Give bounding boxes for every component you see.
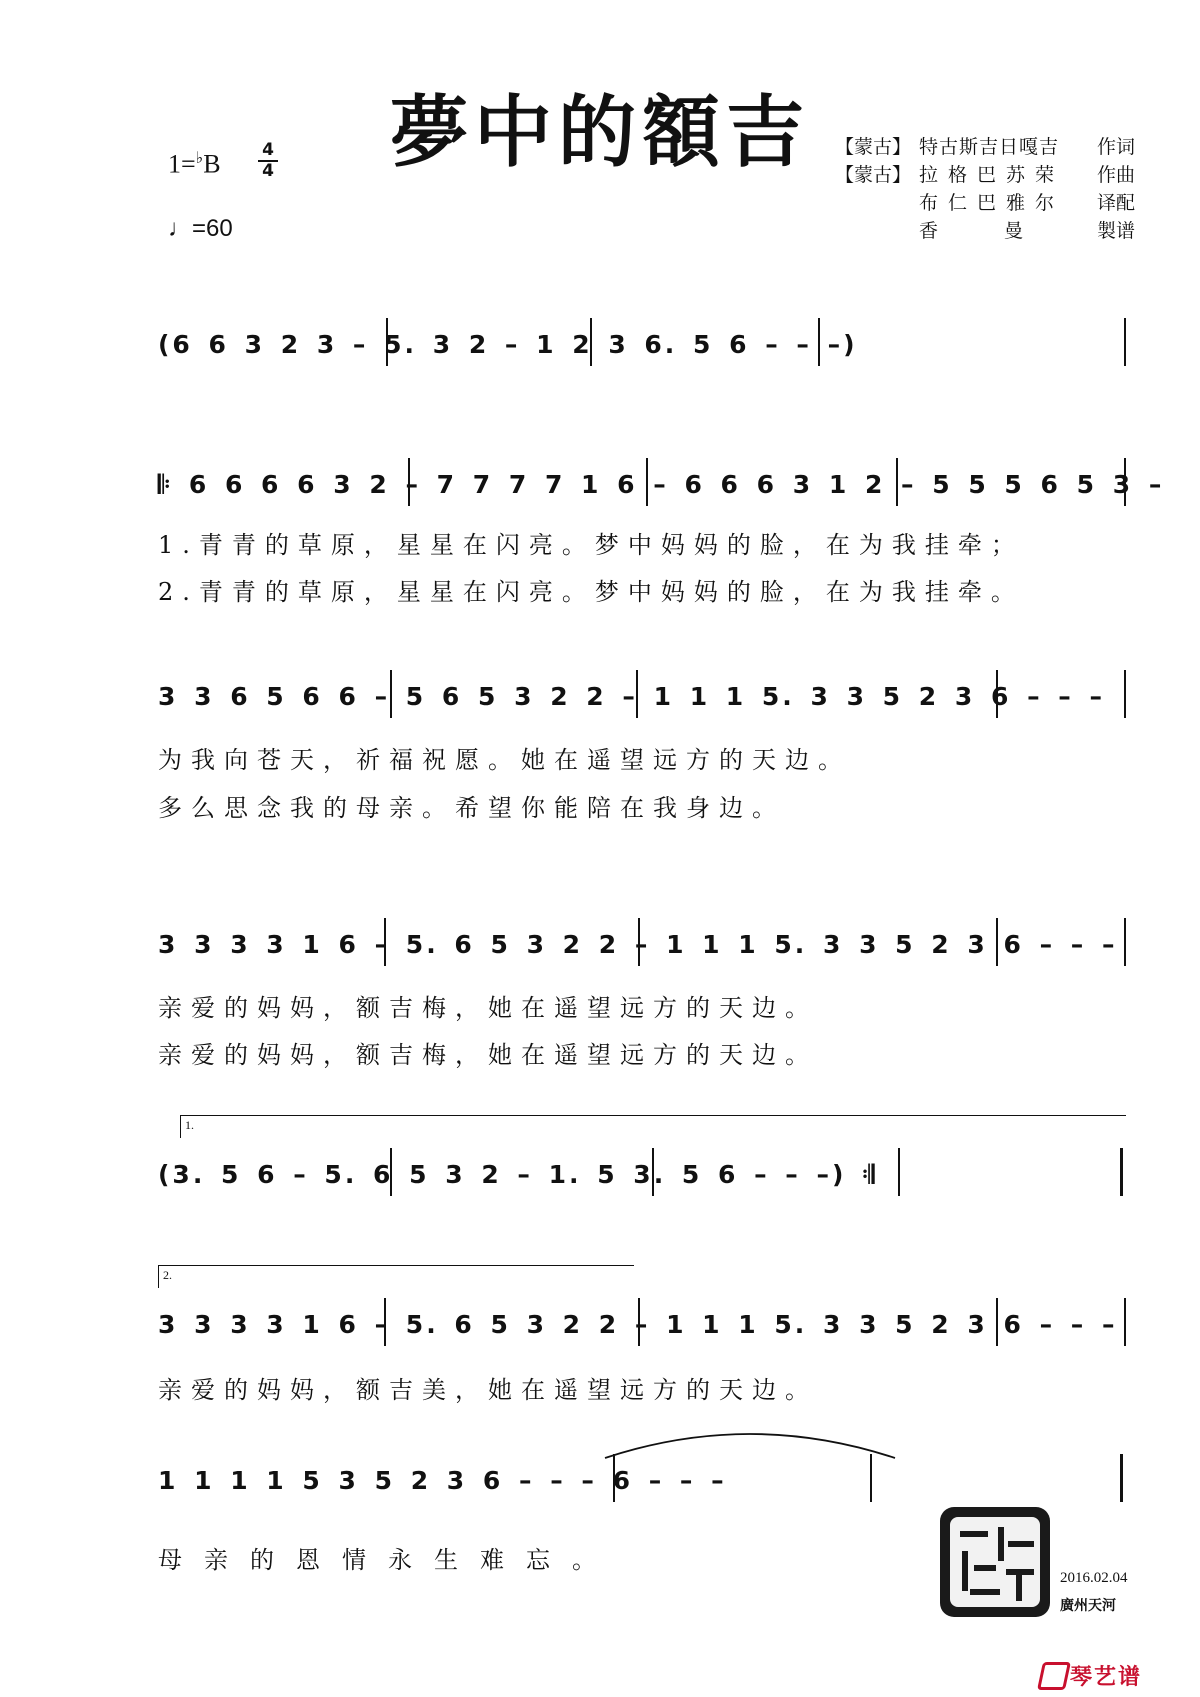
- verse2-system: [158, 682, 1128, 742]
- seal-stroke: [970, 1589, 1000, 1595]
- first-ending-notes: (3. 5 6 – 5. 6 5 3 2 – 1. 5 3. 5 6 – – –) 𝄇: [158, 1160, 878, 1189]
- seal-stroke: [962, 1551, 968, 1591]
- time-signature: [258, 142, 278, 180]
- second-ending-system: [158, 1310, 1128, 1370]
- tempo-marking: [168, 215, 233, 243]
- repeat-end-barline: [1120, 1148, 1123, 1196]
- verse3-lyric-line2: 亲爱的妈妈，额吉梅，她在遥望远方的天边。: [158, 1041, 818, 1069]
- verse1-notes: 𝄆 6 6 6 6 3 2 – 7 7 7 7 1 6 – 6 6 6 3 1 2 – 5 5 5 6 5 3 –: [158, 470, 1165, 499]
- first-ending-system: [158, 1160, 1128, 1220]
- seal-stroke: [1016, 1575, 1022, 1601]
- credit-translator: [835, 189, 1135, 217]
- credit-name: 布仁巴雅尔: [919, 192, 1065, 214]
- credit-name: 特古斯吉日嘎吉: [919, 136, 1060, 158]
- barline: [638, 1298, 640, 1346]
- seal-stamp: [940, 1507, 1050, 1617]
- barline: [386, 318, 388, 366]
- verse1-lyric-line2: 2.青青的草原，星星在闪亮。梦中妈妈的脸，在为我挂牵。: [158, 578, 1024, 606]
- tempo-value: =60: [192, 215, 233, 242]
- barline: [898, 1148, 900, 1196]
- final-barline: [1120, 1454, 1123, 1502]
- credits-block: [835, 133, 1135, 245]
- credit-name: 香 曼: [919, 220, 1054, 242]
- barline: [390, 1148, 392, 1196]
- brand-name: 琴艺谱: [1070, 1665, 1143, 1690]
- barline: [1124, 458, 1126, 506]
- barline: [590, 318, 592, 366]
- credit-role: 作词: [1097, 136, 1136, 158]
- barline: [636, 670, 638, 718]
- barline: [996, 670, 998, 718]
- seal-stroke: [960, 1531, 988, 1537]
- key-signature: [168, 148, 221, 180]
- credit-role: 製谱: [1097, 220, 1136, 242]
- meter-bottom: 4: [262, 161, 274, 181]
- score-title: 夢中的額吉: [389, 87, 810, 178]
- second-ending-lyric: 亲爱的妈妈，额吉美，她在遥望远方的天边。: [158, 1376, 818, 1404]
- credit-tag: 【蒙古】: [835, 136, 912, 158]
- barline: [996, 1298, 998, 1346]
- quarter-note-icon: ♩: [168, 215, 192, 242]
- second-ending-notes: 3 3 3 3 1 6 – 5. 6 5 3 2 2 – 1 1 1 5. 3 3 5 2 3 6 – – –: [158, 1310, 1118, 1339]
- barline: [384, 918, 386, 966]
- barline: [408, 458, 410, 506]
- barline: [390, 670, 392, 718]
- second-ending-label: 2.: [163, 1268, 172, 1282]
- key-prefix: 1=: [168, 149, 196, 179]
- seal-stroke: [998, 1527, 1004, 1561]
- intro-notes: (6 6 3 2 3 – 5. 3 2 – 1 2 3 6. 5 6 – – –): [158, 330, 858, 359]
- verse2-notes: 3 3 6 5 6 6 – 5 6 5 3 2 2 – 1 1 1 5. 3 3 5 2 3 6 – – –: [158, 682, 1105, 711]
- seal-stroke: [974, 1565, 996, 1571]
- intro-system: [158, 330, 1128, 390]
- credit-tag: [835, 217, 919, 245]
- barline: [638, 918, 640, 966]
- meter-top: 4: [262, 140, 274, 160]
- barline: [896, 458, 898, 506]
- barline: [1124, 1298, 1126, 1346]
- barline: [818, 318, 820, 366]
- coda-lyric: 母亲的恩情永生难忘。: [158, 1546, 618, 1574]
- barline: [1124, 318, 1126, 366]
- barline: [613, 1454, 615, 1502]
- credit-tag: [835, 189, 919, 217]
- verse2-lyric-line2: 多么思念我的母亲。希望你能陪在我身边。: [158, 794, 785, 822]
- verse3-system: [158, 930, 1128, 990]
- barline: [652, 1148, 654, 1196]
- verse1-lyric-line1: 1.青青的草原，星星在闪亮。梦中妈妈的脸，在为我挂牵；: [158, 531, 1024, 559]
- score-place: 廣州天河: [1060, 1598, 1116, 1614]
- flat-sign: ♭: [195, 150, 204, 167]
- first-ending-label: 1.: [185, 1118, 194, 1132]
- score-date: 2016.02.04: [1060, 1570, 1128, 1586]
- verse1-system: [158, 470, 1165, 530]
- credit-tag: 【蒙古】: [835, 164, 912, 186]
- verse3-lyric-line1: 亲爱的妈妈，额吉梅，她在遥望远方的天边。: [158, 994, 818, 1022]
- credit-composer: [835, 161, 1135, 189]
- coda-notes: 1 1 1 1 5 3 5 2 3 6 – – – 6 – – –: [158, 1466, 727, 1495]
- credit-role: 作曲: [1097, 164, 1136, 186]
- brand-logo-icon: [1037, 1662, 1071, 1690]
- second-ending-bracket: [158, 1265, 634, 1288]
- first-ending-bracket: [180, 1115, 1126, 1138]
- credit-name: 拉格巴苏荣: [919, 164, 1065, 186]
- barline: [1124, 918, 1126, 966]
- credit-role: 译配: [1097, 192, 1136, 214]
- verse3-notes: 3 3 3 3 1 6 – 5. 6 5 3 2 2 – 1 1 1 5. 3 3 5 2 3 6 – – –: [158, 930, 1118, 959]
- credit-lyricist: [835, 133, 1135, 161]
- credit-engraver: [835, 217, 1135, 245]
- verse2-lyric-line1: 为我向苍天，祈福祝愿。她在遥望远方的天边。: [158, 746, 851, 774]
- seal-stroke: [1008, 1541, 1034, 1547]
- barline: [646, 458, 648, 506]
- seal-inner: [950, 1517, 1040, 1607]
- tie-arc: [600, 1420, 900, 1460]
- barline: [870, 1454, 872, 1502]
- barline: [1124, 670, 1126, 718]
- barline: [996, 918, 998, 966]
- barline: [384, 1298, 386, 1346]
- key-note: B: [203, 149, 221, 179]
